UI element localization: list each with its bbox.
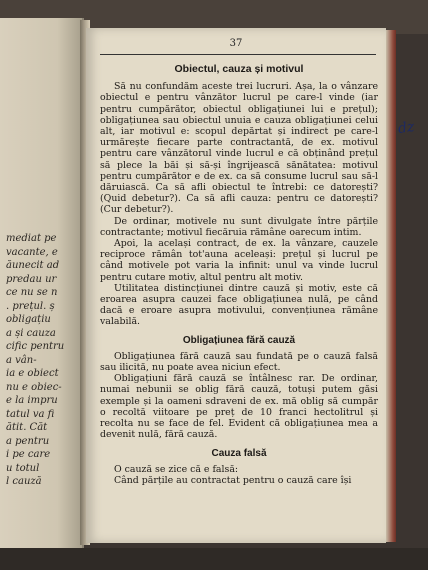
left-page-text-fragment: u totul [6,462,40,474]
section-title-2: Obligațiunea fără cauză [182,334,296,346]
page-edge [386,30,396,542]
left-page-text-fragment: i pe care [6,449,51,460]
left-page-text-fragment: obligațiu [6,314,51,325]
paragraph: Obligațiuni fără cauză se întâlnesc rar. De ordinar, numai nebunii se oblig fără cauză, totuși putem găsi exemple și la oameni sdraveni de ex. mă oblig să cumpăr o recoltă viitoare pe preț de 10 franci hectolitrul și recolta nu se face de fel. Evident că obligațiunea mea a devenit nulă, fără cauză. [100,373,378,441]
background-bottom [0,548,428,570]
paragraph: Apoi, la același contract, de ex. la vânzare, cauzele reciproce rămân tot'auna aceleași: prețul și lucrul pe când motivele pot varia la infinit: unul va vinde lucrul pentru cutare motiv, altul pentru alt motiv. [100,238,378,283]
page-number: 37 [229,38,243,49]
left-page-text-fragment: vacante, e [6,246,58,258]
paragraph: De ordinar, motivele nu sunt divulgate între părțile contractante; motivul fiecăruia rămâne oarecum intim. [100,215,378,238]
paragraph: O cauză se zice că e falsă: [114,463,239,475]
left-page-text-fragment: . prețul. ș [6,300,55,312]
paragraph: Când părțile au contractat pentru o cauză care își [114,474,352,486]
left-page-text-fragment: ăunecit ad [6,260,60,271]
left-page-text-fragment: ia e obiect [6,368,59,379]
left-page-text-fragment: a pentru [6,435,50,447]
left-page-text-fragment: ce nu se n [6,287,58,298]
right-page [86,28,386,543]
section-title-1: Obiectul, cauza și motivul [174,63,304,75]
left-page-text-fragment: cific pentru [6,341,65,352]
paragraph: Utilitatea distincțiunei dintre cauză și motiv, este că eroarea asupra cauzei face obligațiunea nulă, pe când dacă e eroare asupra motivului, convențiunea rămâne valabilă. [100,282,378,328]
paragraph: Obligațiunea fără cauză sau fundată pe o cauză falsă sau ilicită, nu poate avea niciun efect. [100,350,378,374]
left-page-text-fragment: l cauză [6,476,42,487]
left-page-text-fragment: mediat pe [6,233,57,244]
page-content [100,64,378,486]
left-page [0,18,84,548]
paragraph: Să nu confundăm aceste trei lucruri. Așa, la o vânzare obiectul e pentru vânzător lucrul pe care-l vinde (iar pentru cumpărător, obiectul obligațiunei lui e prețul); obligațiunea sau obiectul unuia e cauza obligațiunei celui alt, iar motivul e: scopul depărtat și indirect pe care-l urmărește fiecare parte contractantă, de ex. motivul pentru care vânzătorul vinde lucrul e că obținând prețul să plece la băi și să-și îngrijească sănătatea: motivul pentru cumpărător e de ex. ca să consume lucrul sau să-l dăruiască. Ca să afli obiectul te întrebi: ce datorești? (Quid debetur?). Ca să afli cauza: pentru ce datorești? (Cur debetur?). [100,81,378,216]
left-page-text-fragment: predau ur [6,273,57,285]
left-page-text-fragment: e la impru [6,395,58,406]
handwritten-margin-note: dz [396,118,416,138]
section-title-3: Cauza falsă [211,447,267,459]
left-page-text-fragment: a vân- [6,354,37,366]
left-page-text-fragment: tatul va fi [6,408,55,420]
left-page-text-fragment: ătit. Căt [6,422,48,433]
header-rule [100,54,376,55]
left-page-text-fragment: a și cauza [6,327,56,339]
left-page-text-fragment: nu e obiec- [6,381,62,393]
